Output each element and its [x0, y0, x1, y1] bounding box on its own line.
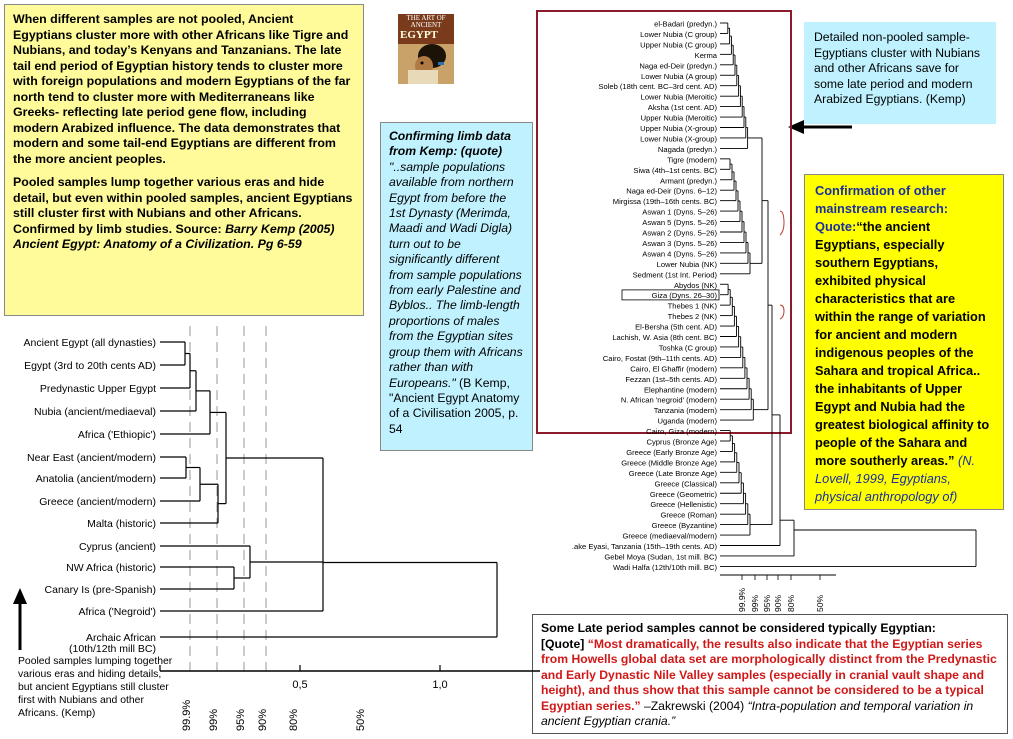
- taxon-label: Wadi Halfa (12th/10th mill. BC): [613, 562, 717, 572]
- taxon-label: Greece (Byzantine): [651, 521, 717, 531]
- taxon-label: Lower Nubia (C group): [640, 29, 717, 39]
- taxon-label: Kerma: [694, 50, 717, 60]
- lovell-quote-citation: (N. Lovell, 1999, Egyptians, physical anthropology of): [815, 453, 976, 504]
- taxon-label: Cairo, Giza (modern): [646, 427, 717, 437]
- taxon-label: Greece (Classical): [654, 479, 717, 489]
- taxon-label: N. African 'negroid' (modern): [620, 395, 717, 405]
- taxon-label: Greece (Hellenistic): [650, 500, 717, 510]
- kemp-quote-citation: (B Kemp, "Ancient Egypt Anatomy of a Civilisation 2005, p. 54: [389, 375, 520, 436]
- taxon-label: Elephantine (modern): [643, 385, 717, 395]
- taxon-label: Near East (ancient/modern): [27, 452, 156, 464]
- taxon-label: Greece (mediaeval/modern): [622, 531, 717, 541]
- zakrewski-heading: Some Late period samples cannot be considered typically Egyptian:: [541, 621, 936, 635]
- non-pooled-dendrogram-tree: [720, 23, 976, 575]
- taxon-label: Giza (Dyns. 26–30): [651, 291, 717, 301]
- taxon-label: Aswan 5 (Dyns. 5–26): [642, 218, 717, 228]
- significance-guides: [190, 326, 266, 671]
- taxon-label: Lachish, W. Asia (8th cent. BC): [612, 333, 717, 342]
- taxon-label: Aswan 3 (Dyns. 5–26): [642, 238, 717, 248]
- taxon-label: Armant (predyn.): [660, 176, 717, 186]
- taxon-label: NW Africa (historic): [66, 562, 156, 574]
- taxon-label: (10th/12th mill BC): [69, 643, 156, 655]
- taxon-label: Cyprus (Bronze Age): [646, 437, 717, 447]
- taxon-label: Predynastic Upper Egypt: [39, 383, 156, 395]
- pooled-dendrogram-significance-labels: [181, 700, 367, 731]
- pooled-note: Pooled samples lumping together various eras and hiding details, but ancient Egyptians still cluster first with Nubians and other Africans. (Kemp): [18, 656, 173, 719]
- significance-label: 95%: [762, 594, 772, 612]
- taxon-label: Naga ed-Deir (Dyns. 6–12): [626, 186, 717, 196]
- lovell-quote-text: “the ancient Egyptians, especially southern Egyptians, exhibited physical characteristics that are within the range of variation for ancient and modern indigenous peoples of the Sahara and tropical Africa.. the inhabitants of Upper Egypt and Nubia had the greatest biological affinity to people of the Sahara and more southerly areas.”: [815, 219, 990, 468]
- non-pooled-dendrogram-labels: [572, 20, 719, 572]
- significance-label: 95%: [235, 708, 247, 731]
- taxon-label: Canary Is (pre-Spanish): [44, 584, 156, 596]
- taxon-label: Egypt (3rd to 20th cents AD): [24, 360, 156, 372]
- taxon-label: Aswan 4 (Dyns. 5–26): [642, 249, 717, 259]
- significance-label: 99%: [208, 708, 220, 731]
- taxon-label: Greece (ancient/modern): [39, 496, 156, 508]
- taxon-label: Upper Nubia (Meroitic): [640, 113, 717, 123]
- taxon-label: Aksha (1st cent. AD): [647, 103, 717, 113]
- kemp-quote-heading: Confirming limb data from Kemp: (quote): [389, 129, 511, 159]
- zakrewski-quote-label: [Quote]: [541, 636, 588, 651]
- zakrewski-author: –Zakrewski (2004): [640, 698, 748, 713]
- significance-label: 90%: [773, 594, 783, 612]
- taxon-label: Upper Nubia (X-group): [640, 124, 717, 133]
- taxon-label: Africa ('Ethiopic'): [77, 429, 156, 441]
- taxon-label: Fezzan (1st–5th cents. AD): [625, 374, 717, 384]
- cluster-brace: [780, 305, 784, 319]
- book-cover-title-small: THE ART OF ANCIENT: [406, 14, 446, 29]
- taxon-label: Tanzania (modern): [653, 406, 717, 416]
- taxon-label: Greece (Late Bronze Age): [628, 468, 717, 478]
- taxon-label: el-Badari (predyn.): [654, 19, 717, 29]
- summary-paragraph-1: When different samples are not pooled, Ancient Egyptians cluster more with other Africans like Tigre and Nubians, and today’s Kenyans and Tanzanians. The late tail end period of Egyptian history tends to cluster more with foreign populations and modern Egyptians of the far north tend to cluster more with Mediterraneans like Greeks- reflecting late period gene flow, including modern Arabized influence. The data demonstrates that modern and some tail-end Egyptians are different from the more ancient peoples.: [13, 12, 351, 166]
- significance-label: 50%: [815, 594, 825, 612]
- non-pooled-note-text: Detailed non-pooled sample- Egyptians cluster with Nubians and other Africans save for some late period and modern Arabized Egyptians. (Kemp): [814, 30, 980, 106]
- taxon-label: Cairo, El Ghaffir (modern): [630, 364, 717, 374]
- cluster-brace: [780, 211, 784, 235]
- taxon-label: Greece (Early Bronze Age): [626, 447, 717, 457]
- taxon-label: Upper Nubia (C group): [640, 40, 717, 50]
- taxon-label: Sedment (1st Int. Period): [632, 270, 717, 280]
- significance-label: 99.9%: [181, 699, 193, 731]
- taxon-label: Lower Nubia (A group): [641, 71, 717, 81]
- taxon-label: Greece (Geometric): [649, 489, 717, 499]
- significance-label: 99%: [750, 594, 760, 612]
- taxon-label: Thebes 1 (NK): [667, 301, 717, 311]
- kemp-quote-text: "..sample populations available from northern Egypt from before the 1st Dynasty (Merimda, Maadi and Wadi Digla) turn out to be significantly different from sample populations from early Palestine and Byblos.. The limb-length proportions of males from the Egyptian sites group them with Africans rather than with Europeans.": [389, 159, 523, 390]
- taxon-label: Africa ('Negroid'): [78, 606, 156, 618]
- summary-paragraph-2-text: Pooled samples lump together various eras and hide detail, but even within pooled samples, ancient Egyptians still cluster first with Nubians and other Africans. Confirmed by limb studies. Source:: [13, 175, 353, 236]
- non-pooled-dendrogram-significance-labels: [737, 575, 825, 612]
- taxon-label: Naga ed-Deir (predyn.): [639, 61, 717, 71]
- significance-label: 99.9%: [737, 587, 747, 612]
- pooled-dendrogram: [0, 326, 540, 739]
- book-cover-title-big: EGYPT: [400, 29, 438, 41]
- taxon-label: Archaic African: [85, 632, 156, 644]
- zakrewski-work: “Intra-population and temporal variation in ancient Egyptian crania.”: [541, 698, 974, 728]
- taxon-label: Greece (Roman): [660, 510, 717, 520]
- taxon-label: Greece (Middle Bronze Age): [621, 458, 717, 468]
- taxon-label: El-Bersha (5th cent. AD): [635, 322, 717, 332]
- taxon-label: Cairo, Fostat (9th–11th cents. AD): [602, 353, 717, 363]
- taxon-label: Nagada (predyn.): [657, 144, 717, 154]
- taxon-label: Abydos (NK): [673, 280, 717, 290]
- taxon-label: Anatolia (ancient/modern): [35, 473, 156, 485]
- pooled-dendrogram-labels: [24, 337, 157, 655]
- taxon-label: Lower Nubia (X-group): [640, 134, 717, 144]
- non-pooled-dendrogram: [536, 10, 1006, 615]
- taxon-label: Mirgissa (19th–16th cents. BC): [612, 197, 717, 207]
- taxon-label: Cyprus (ancient): [78, 541, 156, 553]
- taxon-label: Aswan 2 (Dyns. 5–26): [642, 228, 717, 238]
- zakrewski-quote-text: “Most dramatically, the results also indicate that the Egyptian series from Howells global data set are morphologically distinct from the Predynastic and Early Dynastic Nile Valley samples (especially in cranial vault shape and height), and thus show that this sample cannot be considered to be a typical Egyptian series.”: [541, 636, 997, 713]
- taxon-label: Tigre (modern): [667, 155, 717, 165]
- taxon-label: Soleb (18th cent. BC–3rd cent. AD): [598, 82, 717, 92]
- significance-label: 50%: [355, 708, 367, 731]
- taxon-label: Toshka (C group): [658, 343, 717, 353]
- taxon-label: Nubia (ancient/mediaeval): [34, 406, 156, 418]
- significance-label: 80%: [786, 594, 796, 612]
- taxon-label: Uganda (modern): [657, 416, 717, 426]
- taxon-label: Lower Nubia (NK): [656, 259, 717, 269]
- taxon-label: Gebel Moya (Sudan, 1st mill. BC): [604, 552, 717, 562]
- taxon-label: .ake Eyasi, Tanzania (15th–19th cents. AD): [571, 542, 717, 551]
- taxon-label: Aswan 1 (Dyns. 5–26): [642, 207, 717, 217]
- scale-label: 0,5: [292, 679, 308, 691]
- taxon-label: Thebes 2 (NK): [667, 312, 717, 322]
- significance-label: 90%: [257, 708, 269, 731]
- summary-source: Barry Kemp (2005) Ancient Egypt: Anatomy of a Civilization. Pg 6-59: [13, 221, 335, 251]
- scale-label: 1,0: [432, 679, 448, 691]
- significance-label: 80%: [288, 708, 300, 731]
- taxon-label: Malta (historic): [87, 518, 156, 530]
- taxon-label: Lower Nubia (Meroitic): [640, 92, 717, 102]
- taxon-label: Siwa (4th–1st cents. BC): [633, 165, 717, 175]
- lovell-quote-heading: Confirmation of other mainstream research: Quote:: [815, 183, 949, 234]
- pooled-dendrogram-tree: [160, 342, 497, 637]
- taxon-label: Ancient Egypt (all dynasties): [23, 337, 156, 349]
